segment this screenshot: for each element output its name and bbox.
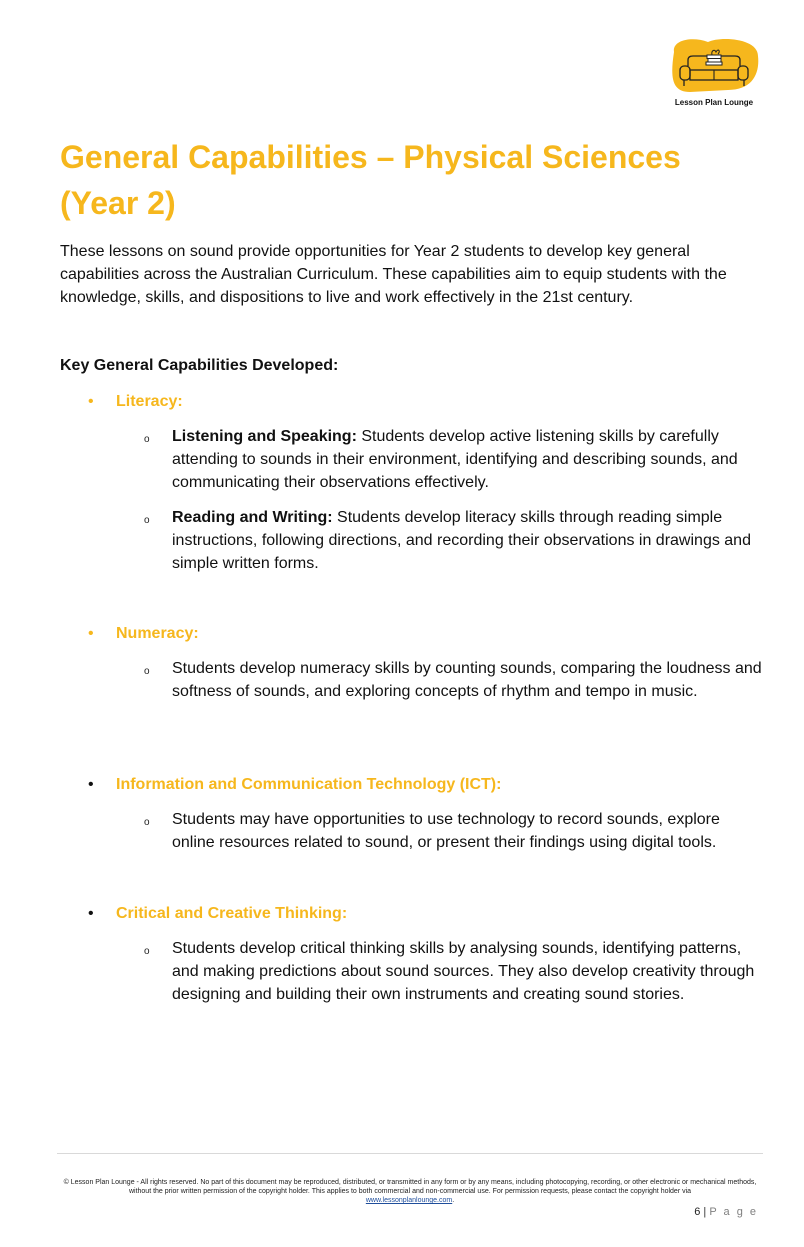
capability-numeracy: [60, 622, 770, 703]
copyright-text: © Lesson Plan Lounge - All rights reserved. No part of this document may be reproduced, distributed, or transmitted in any form or by any means, including photocopying, recording, or other electronic or mechanical methods, without the prior written permission of the copyright holder. This applies to both commercial and non-commercial use. For permission requests, please contact the copyright holder via: [63, 1179, 757, 1195]
website-link[interactable]: www.lessonplanlounge.com: [365, 1197, 453, 1204]
capability-title: Numeracy:: [116, 625, 199, 642]
item-text: Students develop active listening skills by carefully attending to sounds in their environment, identifying and describing sounds, and communicating their observations effectively.: [172, 428, 738, 491]
item-label: Listening and Speaking:: [172, 428, 357, 445]
page-number-value: 6: [694, 1206, 701, 1218]
capability-title: Critical and Creative Thinking:: [116, 905, 348, 922]
sub-bullet-marker: o: [144, 666, 150, 677]
item-text: Students may have opportunities to use technology to record sounds, explore online resources related to sound, or present their findings using digital tools.: [172, 811, 720, 851]
logo: [666, 38, 762, 112]
footer-divider: [57, 1153, 763, 1154]
capability-ict: [60, 773, 770, 854]
item-text: Students develop literacy skills through reading simple instructions, following directions, and recording their observations in drawings and simple written forms.: [172, 509, 751, 572]
sub-bullet-marker: o: [144, 515, 150, 526]
page-number: [694, 1206, 758, 1218]
bullet-marker: •: [88, 776, 94, 793]
bullet-marker: •: [88, 905, 94, 922]
capability-critical-creative-thinking: [60, 902, 770, 1006]
footer-copyright: [60, 1178, 760, 1205]
sub-bullet-marker: o: [144, 817, 150, 828]
couch-with-books-icon: [668, 38, 760, 94]
page-label: P a g e: [709, 1206, 758, 1218]
list-item: [60, 425, 770, 494]
page-separator: |: [703, 1206, 707, 1218]
capability-literacy: [60, 390, 770, 575]
logo-text: Lesson Plan Lounge: [674, 98, 754, 107]
intro-paragraph: These lessons on sound provide opportunities for Year 2 students to develop key general capabilities across the Australian Curriculum. These capabilities aim to equip students with the knowledge, skills, and dispositions to live and work effectively in the 21st century.: [60, 243, 727, 306]
item-label: Reading and Writing:: [172, 509, 333, 526]
bullet-marker: •: [88, 393, 94, 410]
list-item: [60, 808, 770, 854]
item-text: Students develop numeracy skills by counting sounds, comparing the loudness and softness of sounds, and exploring concepts of rhythm and tempo in music.: [172, 660, 762, 700]
list-item: [60, 506, 770, 575]
item-text: Students develop critical thinking skills by analysing sounds, identifying patterns, and making predictions about sound sources. They also develop creativity through designing and building their own instruments and creating sound stories.: [172, 940, 755, 1003]
sub-bullet-marker: o: [144, 946, 150, 957]
list-item: [60, 937, 770, 1006]
capability-title: Information and Communication Technology (ICT):: [116, 776, 502, 793]
capability-title: Literacy:: [116, 393, 183, 410]
sub-bullet-marker: o: [144, 434, 150, 445]
page-title: General Capabilities – Physical Sciences (Year 2): [60, 139, 681, 221]
link-suffix: .: [452, 1197, 455, 1204]
list-item: [60, 657, 770, 703]
section-heading: Key General Capabilities Developed:: [60, 357, 339, 374]
bullet-marker: •: [88, 625, 94, 642]
